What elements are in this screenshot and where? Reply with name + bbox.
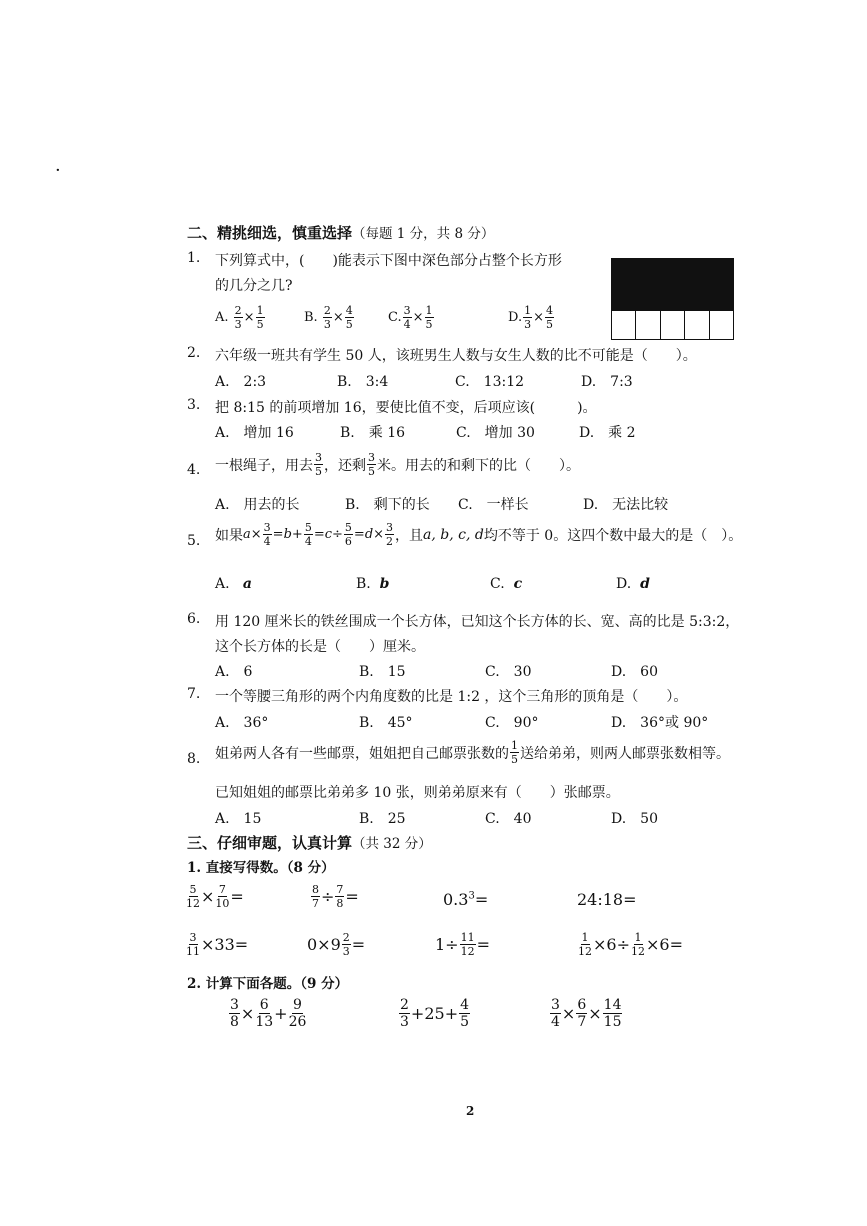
fraction: $\frac{2}{3}$ <box>323 304 331 331</box>
q1-option-a: A. $\frac{2}{3}$ × $\frac{1}{5}$ <box>215 304 264 331</box>
fraction: $\frac{7}{8}$ <box>336 883 344 910</box>
q2-option-c: C. 13:12 <box>455 374 525 390</box>
q1-rectangle-figure <box>611 258 734 340</box>
fraction: $\frac{1}{3}$ <box>524 304 532 331</box>
q8-option-c: C. 40 <box>485 811 532 827</box>
q6-text-2: 这个长方体的长是（ ）厘米。 <box>215 639 425 655</box>
fraction: $\frac{6}{7}$ <box>577 997 587 1030</box>
q3-option-b: B. 乘 16 <box>340 425 406 441</box>
q4-text-part: 一根绳子，用去 <box>215 457 313 474</box>
q3-option-c: C. 增加 30 <box>456 425 535 441</box>
fraction: $\frac{3}{5}$ <box>368 451 375 478</box>
q3-number: 3. <box>187 397 201 413</box>
q1-option-c: C. $\frac{3}{4}$ × $\frac{1}{5}$ <box>388 304 433 331</box>
fraction: $\frac{7}{10}$ <box>215 883 230 910</box>
q5-option-a: A. a <box>215 576 252 592</box>
grid-cell <box>710 310 733 339</box>
grid-cell <box>636 310 660 339</box>
q4-option-d: D. 无法比较 <box>583 497 669 513</box>
compute-2: $\frac{2}{3}$ +25+ $\frac{4}{5}$ <box>400 997 470 1030</box>
q6-text: 用 120 厘米长的铁丝围成一个长方体，已知这个长方体的长、宽、高的比是 5:3:2， <box>215 614 740 630</box>
page-number: 2 <box>466 1104 475 1118</box>
q4-text-part: 米。用去的和剩下的比（ ）。 <box>377 457 580 474</box>
q1-option-b: B. $\frac{2}{3}$ × $\frac{4}{5}$ <box>304 304 353 331</box>
q8-text-part: 送给弟弟，则两人邮票张数相等。 <box>520 745 730 762</box>
fraction: $\frac{5}{6}$ <box>344 521 352 548</box>
q2-text: 六年级一班共有学生 50 人，该班男生人数与女生人数的比不可能是（ ）。 <box>215 348 697 364</box>
q1-text-2: 的几分之几? <box>215 278 293 294</box>
q4-option-a: A. 用去的长 <box>215 497 300 513</box>
fraction: $\frac{2}{3}$ <box>400 997 409 1030</box>
section-2-title-text: 二、精挑细选，慎重选择 <box>187 224 353 242</box>
q7-option-d: D. 36°或 90° <box>611 715 709 731</box>
q5-option-c: C. c <box>490 576 523 592</box>
calc-7: 1÷ $\frac{11}{12}$ = <box>435 931 490 958</box>
q4-option-b: B. 剩下的长 <box>345 497 430 513</box>
fraction: $\frac{3}{4}$ <box>403 304 411 331</box>
q8-option-a: A. 15 <box>215 811 262 827</box>
fraction: $\frac{11}{12}$ <box>460 931 475 958</box>
q5-number: 5. <box>187 533 201 549</box>
q5-option-d: D. d <box>616 576 650 592</box>
calc-8: $\frac{1}{12}$ ×6÷ $\frac{1}{12}$ ×6= <box>578 931 683 958</box>
q7-option-a: A. 36° <box>215 715 269 731</box>
q8-text-part: 姐弟两人各有一些邮票，姐姐把自己邮票张数的 <box>215 745 509 762</box>
compute-3: $\frac{3}{4}$ × $\frac{6}{7}$ × $\frac{14}{15}$ <box>551 997 622 1030</box>
q1-unshaded-cells <box>612 310 733 339</box>
q1-option-d: D. $\frac{1}{3}$ × $\frac{4}{5}$ <box>508 304 553 331</box>
q8-option-b: B. 25 <box>359 811 406 827</box>
fraction: $\frac{1}{12}$ <box>631 931 645 958</box>
option-letter: C. <box>388 310 402 325</box>
q4-text-part: ，还剩 <box>324 457 366 474</box>
section-2-title <box>187 222 494 243</box>
option-letter: D. <box>508 310 523 325</box>
grid-cell <box>612 310 636 339</box>
q1-number: 1. <box>187 250 201 266</box>
q2-number: 2. <box>187 345 201 361</box>
q6-option-b: B. 15 <box>359 664 406 680</box>
q6-option-a: A. 6 <box>215 664 253 680</box>
fraction: $\frac{3}{4}$ <box>263 521 271 548</box>
q1-text: 下列算式中，( )能表示下图中深色部分占整个长方形 <box>215 253 562 269</box>
q2-option-d: D. 7:3 <box>581 374 633 390</box>
fraction: $\frac{14}{15}$ <box>603 997 622 1030</box>
q7-text: 一个等腰三角形的两个内角度数的比是 1:2 ，这个三角形的顶角是（ ）。 <box>215 689 688 705</box>
fraction: $\frac{1}{5}$ <box>256 304 264 331</box>
q4-text <box>215 452 580 477</box>
q5-equation: a× <box>243 527 262 542</box>
grid-cell <box>685 310 709 339</box>
q5-text-part: 如果 <box>215 527 243 544</box>
section-3-title <box>187 832 432 853</box>
q8-number: 8. <box>187 751 201 767</box>
q7-option-b: B. 45° <box>359 715 413 731</box>
fraction: $\frac{3}{2}$ <box>386 521 394 548</box>
calc-1: $\frac{5}{12}$ × $\frac{7}{10}$ = <box>186 883 244 910</box>
q3-option-d: D. 乘 2 <box>579 425 636 441</box>
fraction: $\frac{9}{26}$ <box>288 997 307 1030</box>
section-2-points: （每题 1 分，共 8 分） <box>352 226 495 242</box>
q4-option-c: C. 一样长 <box>458 497 529 513</box>
q3-option-a: A. 增加 16 <box>215 425 294 441</box>
q6-option-d: D. 60 <box>611 664 658 680</box>
q5-text-part: ，且 <box>395 527 424 544</box>
compute-1: $\frac{3}{8}$ × $\frac{6}{13}$ + $\frac{9}{26}$ <box>230 997 307 1030</box>
q2-option-a: A. 2:3 <box>215 374 267 390</box>
q3-text: 把 8:15 的前项增加 16，要使比值不变，后项应该( )。 <box>215 400 597 416</box>
q8-text <box>215 740 730 765</box>
q7-option-c: C. 90° <box>485 715 539 731</box>
q2-option-b: B. 3:4 <box>337 374 389 390</box>
q5-variables: a, b, c, d <box>423 526 484 543</box>
subsection-1-title: 1. 直接写得数。（8 分） <box>187 860 335 876</box>
fraction: $\frac{2}{3}$ <box>342 931 350 958</box>
q6-number: 6. <box>187 611 201 627</box>
calc-3: $0.3^3=$ <box>443 890 489 909</box>
q6-option-c: C. 30 <box>485 664 532 680</box>
q5-option-b: B. b <box>356 576 390 592</box>
fraction: $\frac{1}{5}$ <box>511 739 518 766</box>
grid-cell <box>661 310 685 339</box>
q5-text-part: 均不等于 0。这四个数中最大的是（ ）。 <box>483 527 743 544</box>
fraction: $\frac{2}{3}$ <box>234 304 242 331</box>
q8-option-d: D. 50 <box>611 811 658 827</box>
fraction: $\frac{3}{8}$ <box>230 997 239 1030</box>
subsection-2-title: 2. 计算下面各题。（9 分） <box>187 976 349 992</box>
calc-6: 0×9 $\frac{2}{3}$ = <box>307 931 366 958</box>
calc-4: 24:18= <box>577 890 637 909</box>
option-letter: B. <box>304 310 318 325</box>
fraction: $\frac{3}{4}$ <box>551 997 560 1030</box>
fraction: $\frac{1}{12}$ <box>578 931 592 958</box>
fraction: $\frac{8}{7}$ <box>312 883 319 910</box>
fraction: $\frac{4}{5}$ <box>345 304 353 331</box>
fraction: $\frac{1}{5}$ <box>425 304 433 331</box>
fraction: $\frac{6}{13}$ <box>255 997 274 1030</box>
fraction: $\frac{3}{5}$ <box>315 451 322 478</box>
section-3-points: （共 32 分） <box>352 836 432 852</box>
q8-text-2: 已知姐姐的邮票比弟弟多 10 张，则弟弟原来有（ ）张邮票。 <box>215 785 620 801</box>
q1-shaded-part <box>612 259 733 310</box>
fraction: $\frac{4}{5}$ <box>546 304 553 331</box>
fraction: $\frac{5}{12}$ <box>186 883 200 910</box>
fraction: $\frac{4}{5}$ <box>460 997 470 1030</box>
option-letter: A. <box>215 310 229 325</box>
q4-number: 4. <box>187 462 201 478</box>
q7-number: 7. <box>187 686 201 702</box>
fraction: $\frac{3}{11}$ <box>186 931 200 958</box>
stray-dot: · <box>55 160 61 181</box>
calc-2: $\frac{8}{7}$ ÷ $\frac{7}{8}$ = <box>312 883 359 910</box>
fraction: $\frac{5}{4}$ <box>304 521 312 548</box>
calc-5: $\frac{3}{11}$ ×33= <box>186 931 249 958</box>
section-3-title-text: 三、仔细审题，认真计算 <box>187 834 353 852</box>
q5-text: 如果 a× $\frac{3}{4}$ = b + $\frac{5}{4}$ = c ÷ $\frac{5}{6}$ = d × $\frac{3}{2}$ ，且 a, b, c, d 均不等于 0。这四个数中最大的是（ ）。 <box>215 521 743 548</box>
